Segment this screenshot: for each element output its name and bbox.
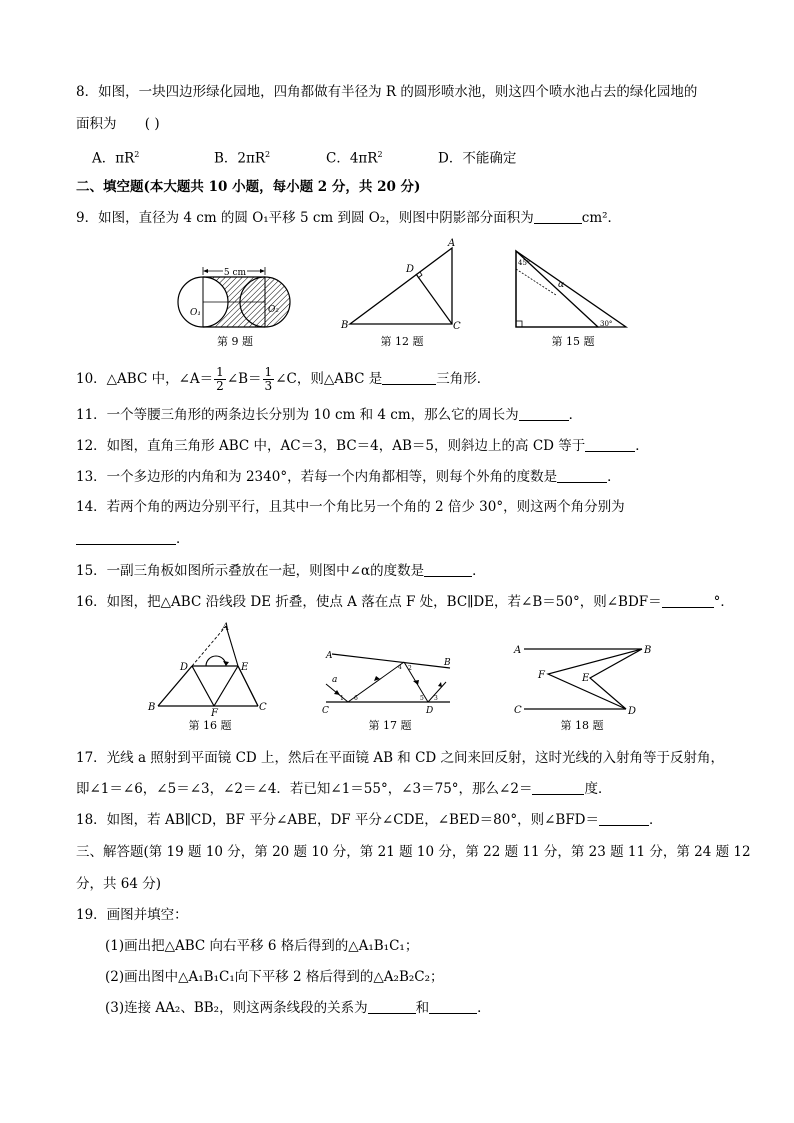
fig9-label-o2: O₂ [268, 305, 279, 315]
q10-fraction-2: $\frac{1}{3}$ [264, 365, 273, 393]
fig17-angle-2: 2 [408, 665, 412, 672]
fig12-label-b: B [341, 320, 349, 331]
fig15-angle30: 30° [600, 320, 613, 328]
fig17-angle-1: 1 [340, 695, 344, 702]
q8-option-c: C．$4\pi R^2$ [326, 150, 383, 167]
figure-15 [508, 247, 632, 331]
fig17-label-c: C [322, 706, 329, 716]
fig18-label-f: F [538, 670, 545, 681]
fig17-angle-4: 4 [398, 664, 402, 671]
q9-blank [534, 209, 582, 224]
q12: 12．如图，直角三角形 ABC 中，AC＝3，BC＝4，AB＝5，则斜边上的高 CD 等于 ． [76, 438, 649, 454]
fig16-label-c: C [259, 702, 267, 713]
q8-option-a: A．$\pi R^2$ [92, 150, 140, 167]
q17-line1: 17．光线 a 照射到平面镜 CD 上，然后在平面镜 AB 和 CD 之间来回反射，这时光线的入射角等于反射角， [76, 750, 725, 766]
fig9-dim-label: 5 cm [223, 268, 247, 278]
q17-line2: 即∠1＝∠6，∠5＝∠3，∠2＝∠4．若已知∠1＝55°，∠3＝75°，那么∠2＝ 度． [76, 781, 612, 797]
fig17-angle-6: 6 [354, 695, 358, 702]
fig18-label-d: D [628, 706, 637, 716]
q10-fraction-1: $\frac{1}{2}$ [216, 365, 224, 393]
fig18-label-a: A [514, 645, 522, 656]
fig15-caption: 第 15 题 [551, 335, 595, 348]
q9: 9．如图，直径为 4 cm 的圆 O₁平移 5 cm 到圆 O₂，则图中阴影部分面积为 cm²． [76, 210, 622, 226]
fig18-caption: 第 18 题 [560, 719, 604, 732]
q19-title: 19．画图并填空： [76, 907, 188, 923]
fig18-label-e: E [582, 673, 590, 684]
fig15-alpha: α [558, 280, 565, 290]
fig17-label-d: D [426, 706, 434, 716]
fig9-label-o1: O₁ [190, 308, 201, 318]
mirror-ab [332, 654, 450, 668]
q15: 15．一副三角板如图所示叠放在一起，则图中∠α的度数是 ． [76, 563, 486, 579]
fig12-label-c: C [453, 321, 461, 332]
q11: 11．一个等腰三角形的两条边长分别为 10 cm 和 4 cm，那么它的周长为 ． [76, 407, 583, 423]
q10-blank [382, 370, 436, 385]
fig12-label-a: A [448, 238, 456, 249]
q16: 16．如图，把△ABC 沿线段 DE 折叠，使点 A 落在点 F 处，BC∥DE，若∠B＝50°，则∠BDF＝ °． [76, 594, 734, 610]
q18: 18．如图，若 AB∥CD，BF 平分∠ABE，DF 平分∠CDE，∠BED＝80°，则∠BFD＝ ． [76, 812, 663, 828]
q17-blank [532, 780, 584, 795]
q11-blank [519, 406, 569, 421]
q19-blank-1 [368, 999, 416, 1014]
figure-9 [175, 265, 305, 333]
fig16-label-f: F [211, 708, 218, 716]
figure-12 [338, 236, 468, 332]
altitude-cd [416, 274, 452, 324]
fig16-label-b: B [148, 702, 156, 713]
fig16-label-e: E [241, 662, 249, 673]
q8-option-d: D．不能确定 [438, 150, 517, 167]
fig12-caption: 第 12 题 [380, 335, 424, 348]
section3-line2: 分，共 64 分) [76, 876, 162, 892]
q16-blank [662, 593, 714, 608]
q19-sub2: (2)画出图中△A₁B₁C₁向下平移 2 格后得到的△A₂B₂C₂； [105, 969, 444, 985]
fig16-label-d: D [180, 662, 189, 673]
fig15-angle45: 45° [518, 259, 531, 267]
figure-17 [318, 640, 458, 716]
figure-16 [146, 620, 270, 716]
q14-line1: 14．若两个角的两边分别平行，且其中一个角比另一个角的 2 倍少 30°，则这两个角分别为 [76, 499, 625, 515]
q19-blank-2 [429, 999, 477, 1014]
triangle-30 [516, 251, 626, 327]
q18-blank [599, 811, 649, 826]
q8-options [92, 146, 516, 168]
q13-blank [557, 468, 607, 483]
q14-line2: ． [76, 530, 190, 548]
q8-line2 [76, 115, 160, 133]
fig12-label-d: D [406, 264, 415, 275]
fig17-caption: 第 17 题 [368, 719, 412, 732]
fig16-label-a: A [222, 622, 230, 633]
triangle-abc [350, 248, 452, 324]
fig9-caption: 第 9 题 [217, 335, 253, 348]
q10: 10．△ABC 中，∠A＝ $\frac{1}{2}$ ∠B＝ $\frac{1}{3}$ ∠C，则△ABC 是 三角形． [76, 365, 491, 393]
q19-sub3: (3)连接 AA₂、BB₂，则这两条线段的关系为 和 ． [105, 1000, 491, 1016]
fig17-label-ray: a [332, 675, 338, 685]
section3-line1: 三、解答题(第 19 题 10 分，第 20 题 10 分，第 21 题 10 分，第 22 题 11 分，第 23 题 11 分，第 24 题 12 [76, 844, 751, 860]
fig16-caption: 第 16 题 [188, 719, 232, 732]
fig17-label-b: B [444, 658, 451, 668]
fig17-label-a: A [326, 651, 333, 661]
fig17-angle-3: 3 [434, 695, 438, 702]
q8-line2-text: 面积为 [76, 116, 117, 132]
fig18-label-b: B [644, 645, 652, 656]
q14-blank [76, 530, 176, 545]
q8-answer-paren: ( ) [144, 116, 160, 132]
q13: 13．一个多边形的内角和为 2340°，若每一个内角都相等，则每个外角的度数是 ． [76, 469, 621, 485]
q8-line1: 8．如图，一块四边形绿化园地，四角都做有半径为 R 的圆形喷水池，则这四个喷水池占去的绿化园地的 [76, 84, 698, 100]
fig17-angle-5: 5 [420, 695, 424, 702]
q12-blank [585, 437, 635, 452]
q19-sub1: (1)画出把△ABC 向右平移 6 格后得到的△A₁B₁C₁； [105, 938, 419, 954]
section2-title: 二、填空题(本大题共 10 小题，每小题 2 分，共 20 分) [76, 179, 421, 195]
q8-option-b: B．$2\pi R^2$ [214, 150, 271, 167]
q15-blank [424, 562, 472, 577]
figure-18 [510, 640, 660, 716]
fig18-label-c: C [514, 705, 522, 716]
